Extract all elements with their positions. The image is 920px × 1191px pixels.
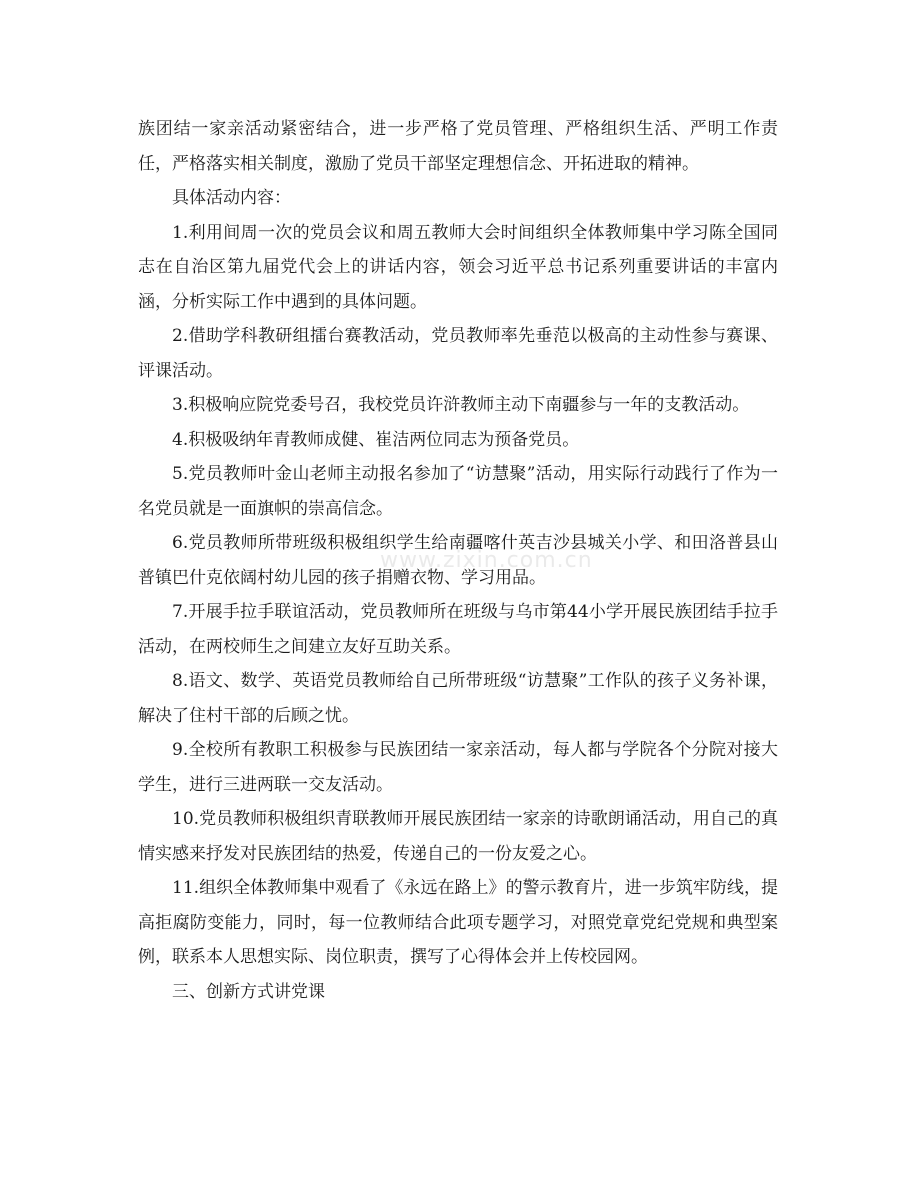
paragraph-item-8: 8.语文、数学、英语党员教师给自己所带班级“访慧聚”工作队的孩子义务补课，解决了住村干部的后顾之忧。	[138, 671, 778, 726]
paragraph-item-3: 3.积极响应院党委号召，我校党员许浒教师主动下南疆参与一年的支教活动。	[172, 395, 750, 415]
section-heading: 三、创新方式讲党课	[172, 981, 325, 1002]
paragraph-item-9: 9.全校所有教职工积极参与民族团结一家亲活动，每人都与学院各个分院对接大学生，进行三进两联一交友活动。	[138, 740, 778, 795]
paragraph-item-5: 5.党员教师叶金山老师主动报名参加了“访慧聚”活动，用实际行动践行了作为一名党员就是一面旗帜的崇高信念。	[138, 464, 778, 519]
paragraph-item-4: 4.积极吸纳年青教师成健、崔洁两位同志为预备党员。	[172, 429, 580, 450]
paragraph-item-2: 2.借助学科教研组擂台赛教活动，党员教师率先垂范以极高的主动性参与赛课、评课活动。	[138, 326, 778, 381]
watermark: www.zixin.com.cn	[380, 548, 593, 573]
paragraph-item-6: 6.党员教师所带班级积极组织学生给南疆喀什英吉沙县城关小学、和田洛普县山普镇巴什克依阔村幼儿园的孩子捐赠衣物、学习用品。	[138, 533, 778, 588]
paragraph-item-11: 11.组织全体教师集中观看了《永远在路上》的警示教育片，进一步筑牢防线，提高拒腐防变能力，同时，每一位教师结合此项专题学习，对照党章党纪党规和典型案例，联系本人思想实际、岗位职责，撰写了心得体会并上传校园网。	[138, 878, 778, 967]
paragraph-item-1: 1.利用间周一次的党员会议和周五教师大会时间组织全体教师集中学习陈全国同志在自治区第九届党代会上的讲话内容，领会习近平总书记系列重要讲话的丰富内涵，分析实际工作中遇到的具体问题。	[138, 222, 778, 312]
paragraph-item-7: 7.开展手拉手联谊活动，党员教师所在班级与乌市第44小学开展民族团结手拉手活动，在两校师生之间建立友好互助关系。	[138, 602, 778, 657]
paragraph-item-10: 10.党员教师积极组织青联教师开展民族团结一家亲的诗歌朗诵活动，用自己的真情实感来抒发对民族团结的热爱，传递自己的一份友爱之心。	[138, 809, 778, 864]
paragraph-activity-heading: 具体活动内容：	[172, 188, 291, 208]
paragraph-continuation: 族团结一家亲活动紧密结合，进一步严格了党员管理、严格组织生活、严明工作责任，严格落实相关制度，激励了党员干部坚定理想信念、开拓进取的精神。	[138, 119, 778, 174]
